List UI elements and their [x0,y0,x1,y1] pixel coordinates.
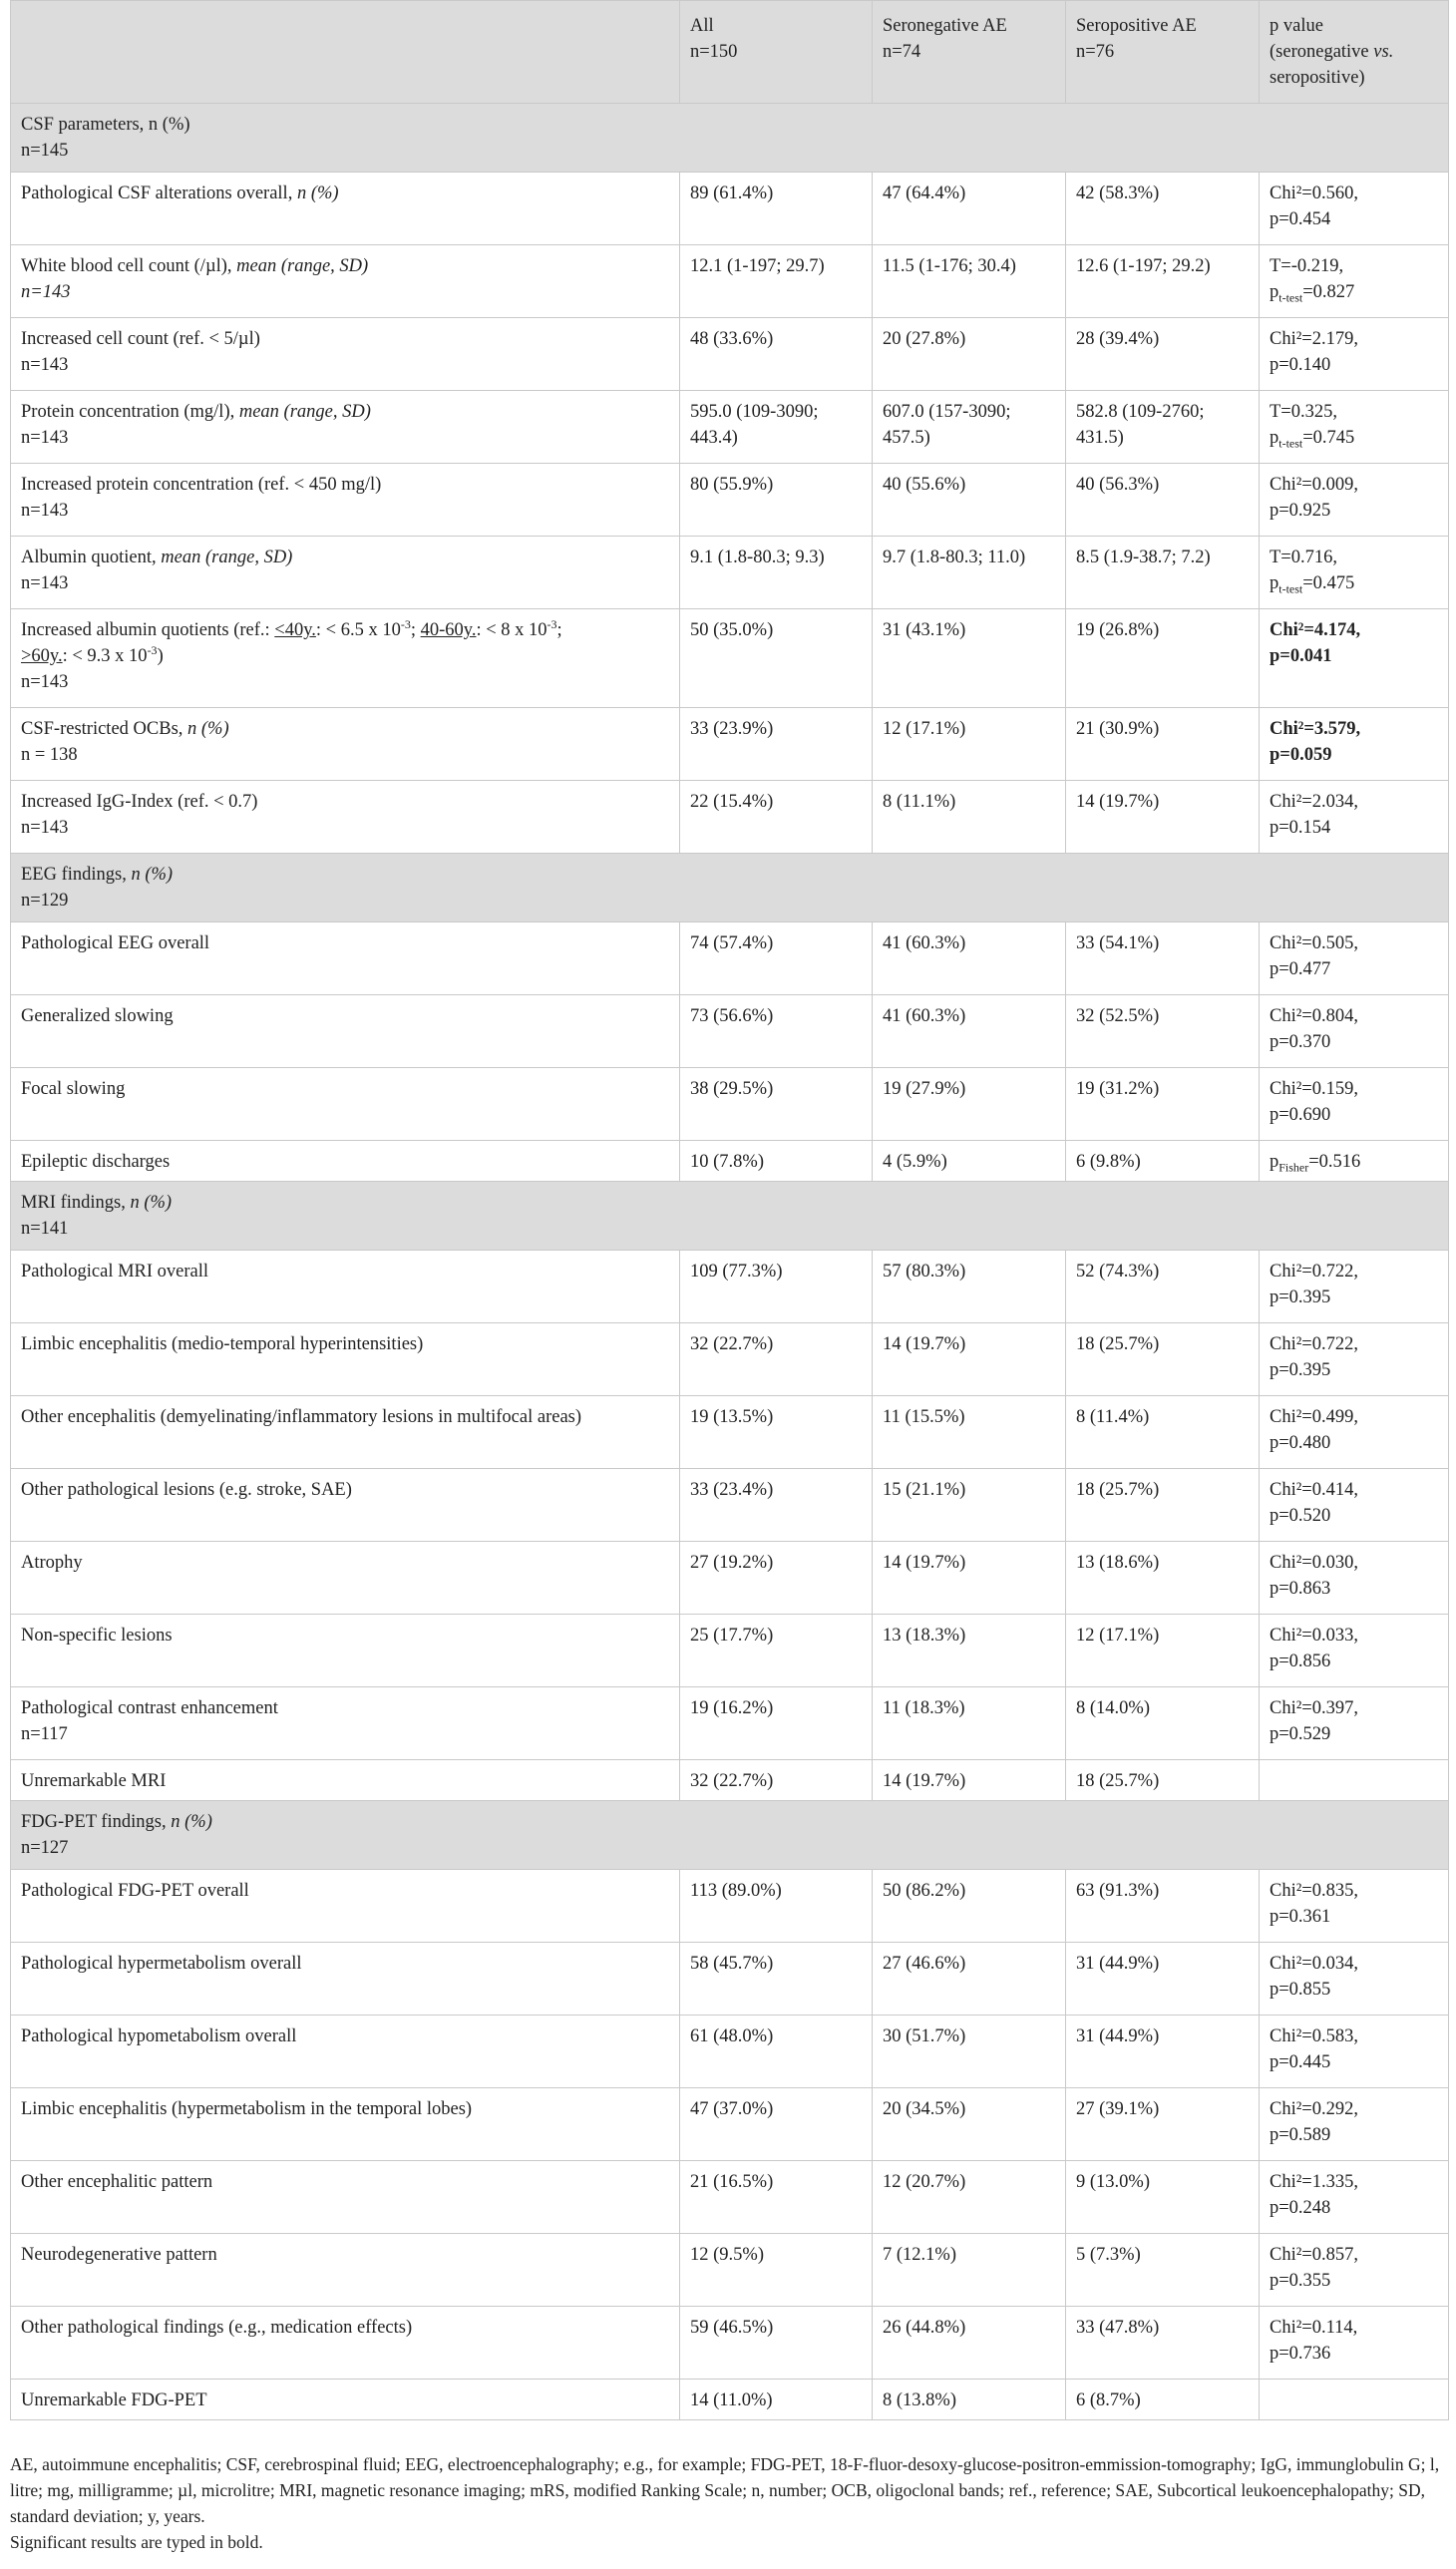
table-cell: Chi²=0.722, p=0.395 [1260,1323,1449,1396]
header-empty [11,1,680,104]
table-cell: Pathological hypometabolism overall [11,2016,680,2088]
table-row [11,1141,1449,1182]
results-table-wrapper [10,0,1448,2420]
table-row [11,2088,1449,2161]
table-cell: Pathological EEG overall [11,922,680,995]
table-cell: Chi²=0.835, p=0.361 [1260,1870,1449,1943]
table-cell: 6 (8.7%) [1066,2380,1260,2420]
table-cell: Chi²=0.505, p=0.477 [1260,922,1449,995]
table-cell: Chi²=0.009, p=0.925 [1260,464,1449,537]
table-cell: 607.0 (157-3090; 457.5) [873,391,1066,464]
table-cell: 63 (91.3%) [1066,1870,1260,1943]
table-row [11,1615,1449,1687]
table-row [11,1687,1449,1760]
table-cell: Chi²=0.499, p=0.480 [1260,1396,1449,1469]
table-cell: 13 (18.6%) [1066,1542,1260,1615]
table-cell: Chi²=0.397, p=0.529 [1260,1687,1449,1760]
table-cell: 32 (52.5%) [1066,995,1260,1068]
table-cell: Increased albumin quotients (ref.: <40y.: < 6.5 x $10^{-3}$; 40-60y.: < 8 x $10^{-3}$; >60y.: < 9.3 x $10^{-3}$) n=143 [11,609,680,708]
table-cell: 47 (37.0%) [680,2088,873,2161]
table-row [11,318,1449,391]
table-row [11,609,1449,708]
table-cell: Chi²=0.030, p=0.863 [1260,1542,1449,1615]
section-mri [11,1182,1449,1251]
table-cell: 11 (15.5%) [873,1396,1066,1469]
table-row [11,708,1449,781]
table-cell [1260,2380,1449,2420]
table-cell: Neurodegenerative pattern [11,2234,680,2307]
table-cell: 31 (43.1%) [873,609,1066,708]
section-title: CSF parameters, n (%) n=145 [11,104,1449,173]
table-cell: 50 (86.2%) [873,1870,1066,1943]
table-cell: Other pathological lesions (e.g. stroke, SAE) [11,1469,680,1542]
table-cell: Pathological hypermetabolism overall [11,1943,680,2016]
table-cell: 19 (26.8%) [1066,609,1260,708]
table-cell: 14 (19.7%) [873,1760,1066,1801]
table-cell: 5 (7.3%) [1066,2234,1260,2307]
table-cell: Chi²=0.583, p=0.445 [1260,2016,1449,2088]
header-seronegative: Seronegative AE n=74 [873,1,1066,104]
table-cell: Unremarkable FDG-PET [11,2380,680,2420]
table-cell: 8 (14.0%) [1066,1687,1260,1760]
table-row [11,1323,1449,1396]
table-row [11,995,1449,1068]
table-cell: 11 (18.3%) [873,1687,1066,1760]
table-row [11,2307,1449,2380]
table-cell: 12 (9.5%) [680,2234,873,2307]
table-cell: 12.1 (1-197; 29.7) [680,245,873,318]
table-cell: 12 (17.1%) [873,708,1066,781]
abbreviations-note: AE, autoimmune encephalitis; CSF, cerebrospinal fluid; EEG, electroencephalography; e.g., for example; FDG-PET, 18-F-fluor-desoxy-glucose-positron-emmission-tomography; IgG, immunglobulin G; l, litre; mg, milligramme; µl, microlitre; MRI, magnetic resonance imaging; mRS, modified Ranking Scale; n, number; OCB, oligoclonal bands; ref., reference; SAE, Subcortical leukoencephalopathy; SD, standard deviation; y, years. [10,2454,1440,2526]
table-cell: 7 (12.1%) [873,2234,1066,2307]
table-cell: Protein concentration (mg/l), mean (range, SD) n=143 [11,391,680,464]
table-cell: Increased IgG-Index (ref. < 0.7) n=143 [11,781,680,854]
table-cell: 582.8 (109-2760; 431.5) [1066,391,1260,464]
table-cell: Chi²=0.159, p=0.690 [1260,1068,1449,1141]
table-cell: 8 (11.4%) [1066,1396,1260,1469]
table-cell: White blood cell count (/µl), mean (range, SD) n=143 [11,245,680,318]
table-cell: Pathological CSF alterations overall, n (%) [11,173,680,245]
table-cell: 4 (5.9%) [873,1141,1066,1182]
table-cell: 26 (44.8%) [873,2307,1066,2380]
table-cell: 27 (39.1%) [1066,2088,1260,2161]
table-cell: 14 (19.7%) [873,1542,1066,1615]
table-cell: Chi²=0.560, p=0.454 [1260,173,1449,245]
table-row [11,781,1449,854]
table-cell: T=0.716, $p_{t-test}=0.475$ [1260,537,1449,609]
table-cell: Chi²=0.857, p=0.355 [1260,2234,1449,2307]
results-table [10,0,1449,2420]
table-cell: CSF-restricted OCBs, n (%) n = 138 [11,708,680,781]
table-cell: 10 (7.8%) [680,1141,873,1182]
table-cell: 6 (9.8%) [1066,1141,1260,1182]
table-cell: Chi²=2.179, p=0.140 [1260,318,1449,391]
table-cell: Epileptic discharges [11,1141,680,1182]
table-cell: 18 (25.7%) [1066,1323,1260,1396]
table-cell: 20 (34.5%) [873,2088,1066,2161]
table-row [11,245,1449,318]
table-cell [1260,1760,1449,1801]
table-cell: Chi²=0.114, p=0.736 [1260,2307,1449,2380]
table-cell: 19 (31.2%) [1066,1068,1260,1141]
table-cell: 47 (64.4%) [873,173,1066,245]
table-cell: Chi²=2.034, p=0.154 [1260,781,1449,854]
table-cell: 8 (11.1%) [873,781,1066,854]
table-cell: Chi²=3.579, p=0.059 [1260,708,1449,781]
table-cell: 28 (39.4%) [1066,318,1260,391]
section-eeg [11,854,1449,922]
table-cell: 50 (35.0%) [680,609,873,708]
table-cell: 8.5 (1.9-38.7; 7.2) [1066,537,1260,609]
table-cell: Pathological contrast enhancement n=117 [11,1687,680,1760]
table-cell: 33 (47.8%) [1066,2307,1260,2380]
table-cell: 31 (44.9%) [1066,1943,1260,2016]
table-cell: 19 (16.2%) [680,1687,873,1760]
significance-note: Significant results are typed in bold. [10,2532,263,2552]
table-cell: Pathological FDG-PET overall [11,1870,680,1943]
table-row [11,537,1449,609]
table-row [11,1068,1449,1141]
table-cell: Chi²=0.033, p=0.856 [1260,1615,1449,1687]
table-cell: 52 (74.3%) [1066,1251,1260,1323]
section-title: EEG findings, n (%) n=129 [11,854,1449,922]
table-cell: T=0.325, $p_{t-test}=0.745$ [1260,391,1449,464]
table-cell: 27 (46.6%) [873,1943,1066,2016]
table-cell: 18 (25.7%) [1066,1760,1260,1801]
table-cell: Limbic encephalitis (hypermetabolism in the temporal lobes) [11,2088,680,2161]
table-cell: 113 (89.0%) [680,1870,873,1943]
table-cell: 19 (13.5%) [680,1396,873,1469]
table-cell: Pathological MRI overall [11,1251,680,1323]
table-cell: 31 (44.9%) [1066,2016,1260,2088]
table-row [11,391,1449,464]
table-cell: 38 (29.5%) [680,1068,873,1141]
table-cell: Chi²=0.414, p=0.520 [1260,1469,1449,1542]
table-cell: 33 (23.9%) [680,708,873,781]
table-cell: 20 (27.8%) [873,318,1066,391]
table-footnote [10,2451,1446,2555]
section-csf [11,104,1449,173]
table-cell: Other pathological findings (e.g., medication effects) [11,2307,680,2380]
table-row [11,1251,1449,1323]
table-cell: Unremarkable MRI [11,1760,680,1801]
table-cell: 15 (21.1%) [873,1469,1066,1542]
table-cell: 89 (61.4%) [680,173,873,245]
table-cell: 41 (60.3%) [873,922,1066,995]
table-cell: 80 (55.9%) [680,464,873,537]
table-cell: Chi²=0.292, p=0.589 [1260,2088,1449,2161]
table-cell: 74 (57.4%) [680,922,873,995]
table-cell: Focal slowing [11,1068,680,1141]
table-row [11,1542,1449,1615]
table-cell: 42 (58.3%) [1066,173,1260,245]
table-cell: 14 (19.7%) [1066,781,1260,854]
table-row [11,1870,1449,1943]
section-title: FDG-PET findings, n (%) n=127 [11,1801,1449,1870]
table-row [11,1760,1449,1801]
table-cell: Generalized slowing [11,995,680,1068]
table-cell: Increased cell count (ref. < 5/µl) n=143 [11,318,680,391]
table-cell: Non-specific lesions [11,1615,680,1687]
table-cell: 40 (56.3%) [1066,464,1260,537]
table-cell: 61 (48.0%) [680,2016,873,2088]
table-cell: Chi²=0.804, p=0.370 [1260,995,1449,1068]
table-cell: 21 (30.9%) [1066,708,1260,781]
table-cell: Chi²=4.174, p=0.041 [1260,609,1449,708]
table-cell: 14 (19.7%) [873,1323,1066,1396]
table-cell: 13 (18.3%) [873,1615,1066,1687]
table-cell: 12 (20.7%) [873,2161,1066,2234]
table-cell: Chi²=0.722, p=0.395 [1260,1251,1449,1323]
table-cell: Atrophy [11,1542,680,1615]
table-cell: 41 (60.3%) [873,995,1066,1068]
table-cell: 14 (11.0%) [680,2380,873,2420]
table-cell: T=-0.219, $p_{t-test}=0.827$ [1260,245,1449,318]
table-cell: 12 (17.1%) [1066,1615,1260,1687]
table-row [11,1469,1449,1542]
table-cell: 9.7 (1.8-80.3; 11.0) [873,537,1066,609]
table-cell: 30 (51.7%) [873,2016,1066,2088]
table-header-row [11,1,1449,104]
table-row [11,173,1449,245]
table-cell: 48 (33.6%) [680,318,873,391]
table-cell: 595.0 (109-3090; 443.4) [680,391,873,464]
table-cell: Increased protein concentration (ref. < 450 mg/l) n=143 [11,464,680,537]
table-cell: 58 (45.7%) [680,1943,873,2016]
table-cell: Other encephalitic pattern [11,2161,680,2234]
table-cell: Chi²=0.034, p=0.855 [1260,1943,1449,2016]
table-cell: $p_{Fisher}=0.516$ [1260,1141,1449,1182]
section-fdg-pet [11,1801,1449,1870]
table-cell: 73 (56.6%) [680,995,873,1068]
table-cell: 32 (22.7%) [680,1323,873,1396]
table-cell: 8 (13.8%) [873,2380,1066,2420]
table-cell: 25 (17.7%) [680,1615,873,1687]
table-cell: 11.5 (1-176; 30.4) [873,245,1066,318]
table-cell: 40 (55.6%) [873,464,1066,537]
table-cell: 59 (46.5%) [680,2307,873,2380]
table-cell: Chi²=1.335, p=0.248 [1260,2161,1449,2234]
table-cell: 57 (80.3%) [873,1251,1066,1323]
table-cell: 21 (16.5%) [680,2161,873,2234]
table-row [11,922,1449,995]
header-p-value: p value (seronegative vs. seropositive) [1260,1,1449,104]
table-row [11,1943,1449,2016]
table-cell: 12.6 (1-197; 29.2) [1066,245,1260,318]
header-all: All n=150 [680,1,873,104]
table-row [11,2016,1449,2088]
table-cell: 18 (25.7%) [1066,1469,1260,1542]
table-cell: 33 (54.1%) [1066,922,1260,995]
table-cell: 22 (15.4%) [680,781,873,854]
table-cell: 33 (23.4%) [680,1469,873,1542]
table-cell: 27 (19.2%) [680,1542,873,1615]
table-cell: 32 (22.7%) [680,1760,873,1801]
table-cell: 109 (77.3%) [680,1251,873,1323]
table-cell: Other encephalitis (demyelinating/inflammatory lesions in multifocal areas) [11,1396,680,1469]
section-title: MRI findings, n (%) n=141 [11,1182,1449,1251]
table-cell: Albumin quotient, mean (range, SD) n=143 [11,537,680,609]
header-seropositive: Seropositive AE n=76 [1066,1,1260,104]
table-cell: 9.1 (1.8-80.3; 9.3) [680,537,873,609]
table-row [11,2161,1449,2234]
table-row [11,2380,1449,2420]
table-row [11,464,1449,537]
table-cell: 9 (13.0%) [1066,2161,1260,2234]
table-row [11,2234,1449,2307]
table-cell: 19 (27.9%) [873,1068,1066,1141]
table-row [11,1396,1449,1469]
table-cell: Limbic encephalitis (medio-temporal hyperintensities) [11,1323,680,1396]
